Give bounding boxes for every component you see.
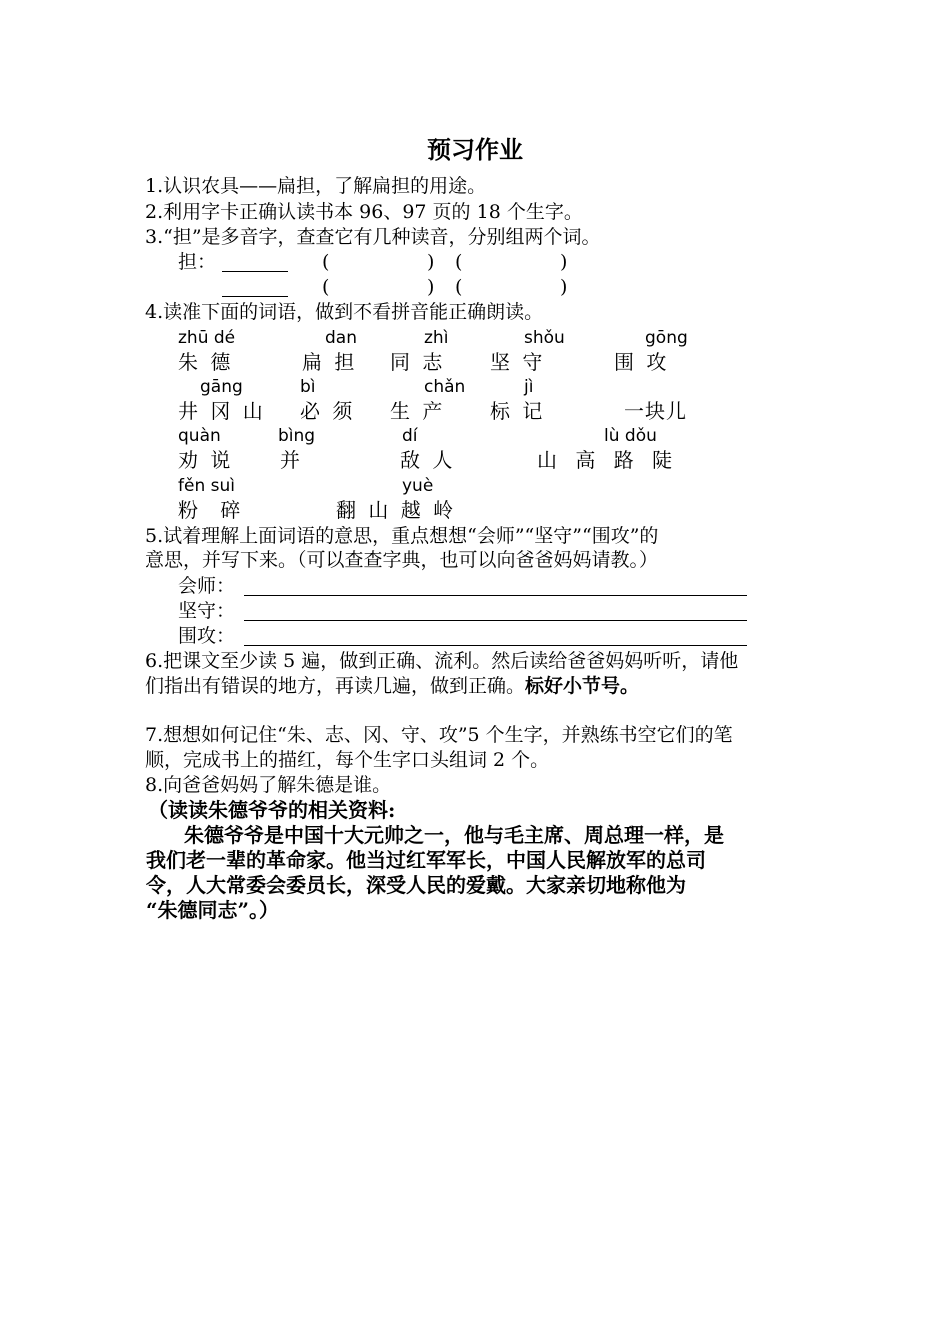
dan-pinyin-blank-1[interactable]: [222, 271, 288, 272]
pinyin: lù dǒu: [604, 426, 657, 446]
answer-line-huishi[interactable]: [244, 595, 747, 596]
item-7-line-1: 7.想想如何记住“朱、志、冈、守、攻”5 个生字，并熟练书空它们的笔: [145, 724, 733, 746]
reading-heading: （读读朱德爷爷的相关资料:: [148, 798, 396, 822]
dan-label: 担：: [178, 251, 217, 273]
paren-open: (: [322, 276, 330, 298]
paren-open: (: [455, 251, 463, 273]
vocab-word: 劝 说: [178, 448, 234, 472]
item-7-line-2: 顺，完成书上的描红，每个生字口头组词 2 个。: [145, 749, 550, 771]
item-6-emphasis: 标好小节号。: [525, 675, 640, 697]
vocab-word: 生 产: [390, 399, 446, 423]
item-5-line-2: 意思，并写下来。（可以查查字典，也可以向爸爸妈妈请教。）: [145, 549, 659, 571]
paren-open: (: [455, 276, 463, 298]
pinyin: bì: [300, 377, 316, 397]
item-8: 8.向爸爸妈妈了解朱德是谁。: [145, 774, 392, 796]
vocab-word: 翻 山 越 岭: [336, 498, 457, 522]
vocab-word: 围 攻: [614, 350, 670, 374]
paren-open: (: [322, 251, 330, 273]
paren-close: ): [427, 276, 435, 298]
reading-line-1: 朱德爷爷是中国十大元帅之一，他与毛主席、周总理一样，是: [184, 823, 724, 847]
pinyin: zhì: [424, 328, 449, 348]
pinyin: yuè: [402, 476, 434, 496]
answer-line-jianshou[interactable]: [244, 620, 747, 621]
item-6-text: 们指出有错误的地方，再读几遍，做到正确。: [145, 675, 526, 697]
vocab-word: 并: [280, 448, 303, 472]
pinyin: dan: [325, 328, 357, 348]
paren-close: ): [560, 276, 568, 298]
item-5-line-1: 5.试着理解上面词语的意思，重点想想“会师”“坚守”“围攻”的: [145, 525, 659, 547]
item-3: 3.“担”是多音字，查查它有几种读音，分别组两个词。: [145, 226, 601, 248]
pinyin: chǎn: [424, 377, 466, 397]
dan-pinyin-blank-2[interactable]: [222, 296, 288, 297]
pinyin: fěn suì: [178, 476, 235, 496]
field-label-weigong: 围攻：: [178, 625, 236, 647]
reading-line-3: 令，人大常委会委员长，深受人民的爱戴。大家亲切地称他为: [146, 873, 686, 897]
vocab-word: 山 高 路 陡: [537, 448, 679, 472]
item-6-line-1: 6.把课文至少读 5 遍，做到正确、流利。然后读给爸爸妈妈听听，请他: [145, 650, 739, 672]
vocab-word: 井 冈 山: [178, 399, 266, 423]
vocab-word: 必 须: [300, 399, 356, 423]
vocab-word: 粉 碎: [178, 498, 249, 522]
field-label-huishi: 会师：: [178, 575, 236, 597]
reading-line-2: 我们老一辈的革命家。他当过红军军长，中国人民解放军的总司: [146, 848, 706, 872]
vocab-word: 坚 守: [490, 350, 546, 374]
vocab-word: 标 记: [490, 399, 546, 423]
vocab-word: 朱 德: [178, 350, 234, 374]
pinyin: bìng: [278, 426, 316, 446]
pinyin: jì: [524, 377, 534, 397]
item-6-line-2: [145, 677, 639, 696]
item-4: 4.读准下面的词语，做到不看拼音能正确朗读。: [145, 301, 544, 323]
reading-line-4: “朱德同志”。）: [146, 898, 280, 922]
item-1: 1.认识农具——扁担，了解扁担的用途。: [145, 175, 487, 197]
vocab-word: 扁 担: [302, 350, 358, 374]
field-label-jianshou: 坚守：: [178, 600, 236, 622]
vocab-word: 同 志: [390, 350, 446, 374]
pinyin: gāng: [200, 377, 243, 397]
pinyin: quàn: [178, 426, 221, 446]
item-2: 2.利用字卡正确认读书本 96、97 页的 18 个生字。: [145, 201, 583, 223]
pinyin: gōng: [645, 328, 688, 348]
pinyin: shǒu: [524, 328, 565, 348]
vocab-word: 敌 人: [400, 448, 456, 472]
pinyin: zhū dé: [178, 328, 236, 348]
pinyin: dí: [402, 426, 418, 446]
paren-close: ): [560, 251, 568, 273]
answer-line-weigong[interactable]: [244, 645, 747, 646]
vocab-word: 一块儿: [624, 399, 687, 423]
page-title: 预习作业: [427, 136, 523, 164]
paren-close: ): [427, 251, 435, 273]
